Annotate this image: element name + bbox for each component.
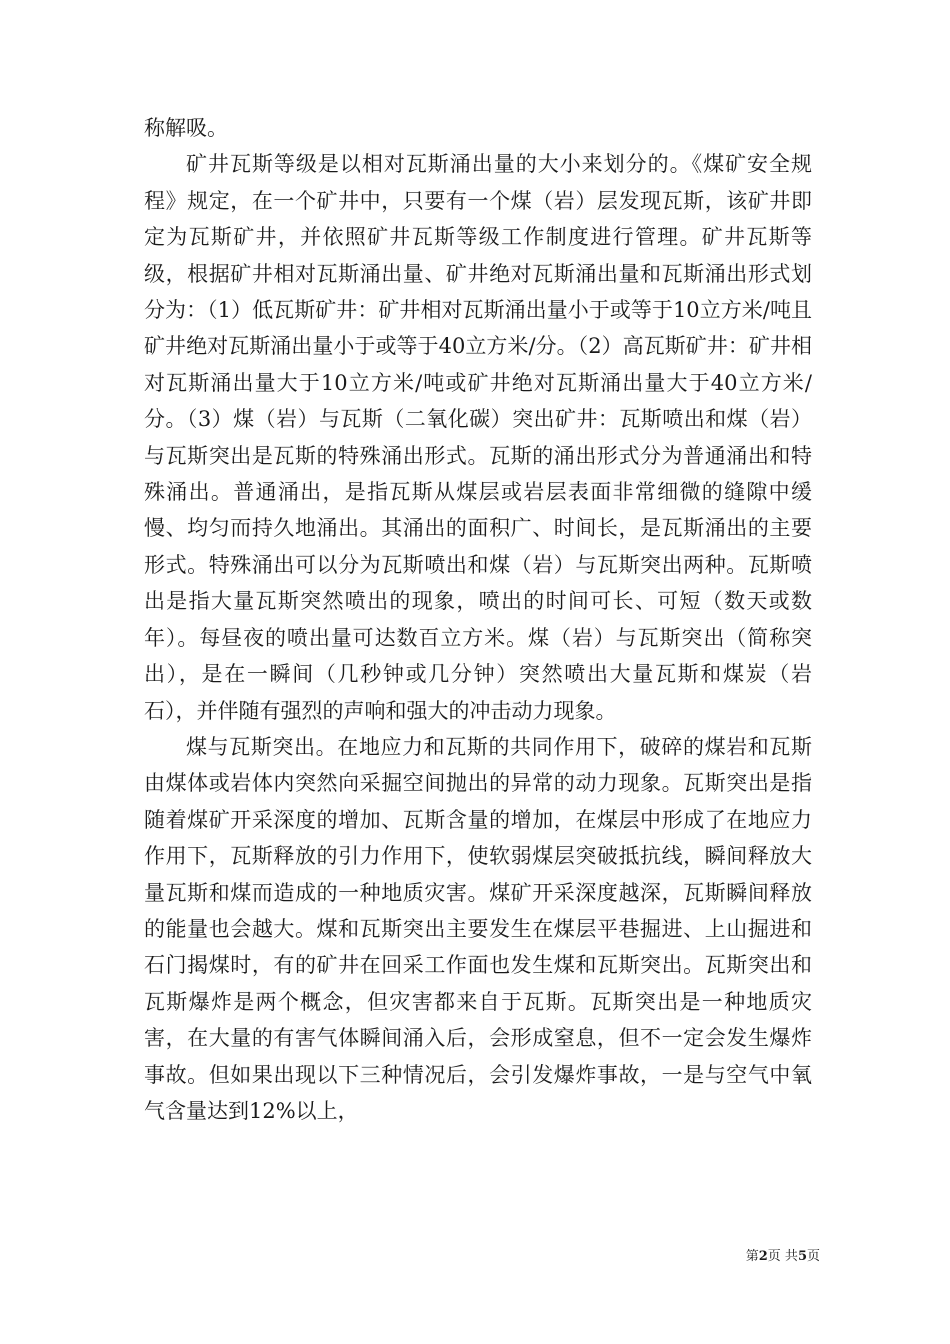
footer-middle: 页 共 <box>767 1249 798 1264</box>
paragraph-outburst: 煤与瓦斯突出。在地应力和瓦斯的共同作用下，破碎的煤岩和瓦斯由煤体或岩体内突然向采掘空间抛出的异常的动力现象。瓦斯突出是指随着煤矿开采深度的增加、瓦斯含量的增加，在煤层中形成了在地应力作用下，瓦斯释放的引力作用下，使软弱煤层突破抵抗线，瞬间释放大量瓦斯和煤而造成的一种地质灾害。煤矿开采深度越深，瓦斯瞬间释放的能量也会越大。煤和瓦斯突出主要发生在煤层平巷掘进、上山掘进和石门揭煤时，有的矿井在回采工作面也发生煤和瓦斯突出。瓦斯突出和瓦斯爆炸是两个概念，但灾害都来自于瓦斯。瓦斯突出是一种地质灾害，在大量的有害气体瞬间涌入后，会形成窒息，但不一定会发生爆炸事故。但如果出现以下三种情况后，会引发爆炸事故，一是与空气中氧气含量达到12%以上， <box>144 734 812 1123</box>
footer-total-pages: 5 <box>797 1249 807 1264</box>
footer-current-page: 2 <box>758 1249 768 1264</box>
paragraph-gas-grade: 矿井瓦斯等级是以相对瓦斯涌出量的大小来划分的。《煤矿安全规程》规定，在一个矿井中，只要有一个煤（岩）层发现瓦斯，该矿井即定为瓦斯矿井，并依照矿井瓦斯等级工作制度进行管理。矿井瓦斯等级，根据矿井相对瓦斯涌出量、矿井绝对瓦斯涌出量和瓦斯涌出形式划分为：（1）低瓦斯矿井：矿井相对瓦斯涌出量小于或等于10立方米/吨且矿井绝对瓦斯涌出量小于或等于40立方米/分。（2）高瓦斯矿井：矿井相对瓦斯涌出量大于10立方米/吨或矿井绝对瓦斯涌出量大于40立方米/分。（3）煤（岩）与瓦斯（二氧化碳）突出矿井：瓦斯喷出和煤（岩）与瓦斯突出是瓦斯的特殊涌出形式。瓦斯的涌出形式分为普通涌出和特殊涌出。普通涌出，是指瓦斯从煤层或岩层表面非常细微的缝隙中缓慢、均匀而持久地涌出。其涌出的面积广、时间长，是瓦斯涌出的主要形式。特殊涌出可以分为瓦斯喷出和煤（岩）与瓦斯突出两种。瓦斯喷出是指大量瓦斯突然喷出的现象，喷出的时间可长、可短（数天或数年）。每昼夜的喷出量可达数百立方米。煤（岩）与瓦斯突出（简称突出），是在一瞬间（几秒钟或几分钟）突然喷出大量瓦斯和煤炭（岩石），并伴随有强烈的声响和强大的冲击动力现象。 <box>144 152 812 723</box>
footer-prefix: 第 <box>745 1249 759 1264</box>
footer-suffix: 页 <box>806 1249 820 1264</box>
paragraph-continuation: 称解吸。 <box>144 116 228 140</box>
body-text <box>144 110 812 1129</box>
page-number-footer <box>700 1248 820 1266</box>
